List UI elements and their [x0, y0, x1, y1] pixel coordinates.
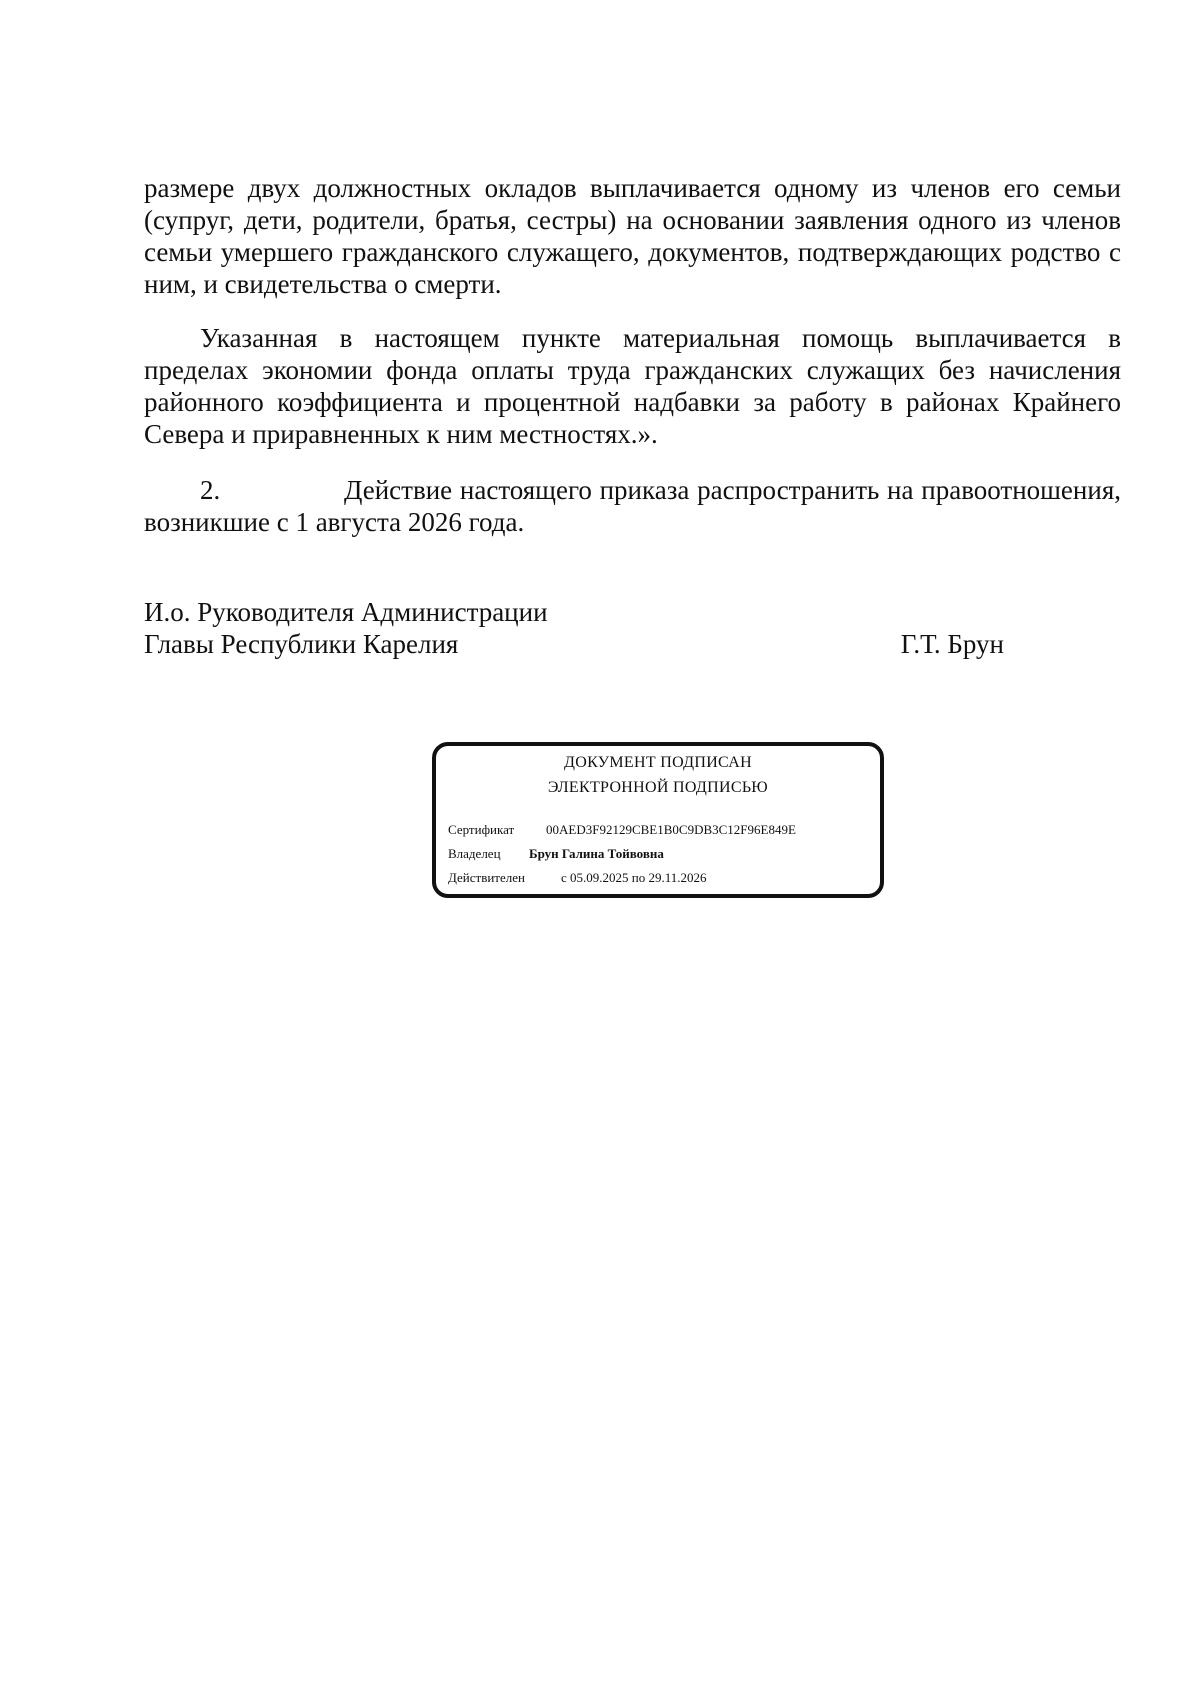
stamp-owner-value: Брун Галина Тойвовна	[529, 846, 664, 861]
stamp-validity-row	[448, 870, 707, 886]
item-2-text: Действие настоящего приказа распространить на правоотношения, возникшие с 1 августа 2026 года.	[144, 475, 1121, 537]
paragraph-2-text: Указанная в настоящем пункте материальная помощь выплачивается в пределах экономии фонда оплаты труда гражданских служащих без начисления районного коэффициента и процентной надбавки за работу в районах Крайнего Севера и приравненных к ним местностях.».	[144, 323, 1121, 449]
stamp-certificate-row	[448, 822, 796, 838]
paragraph-2	[144, 322, 1121, 450]
stamp-owner-row	[448, 846, 664, 862]
stamp-validity-label: Действителен	[448, 870, 525, 885]
stamp-title-line-1: ДОКУМЕНТ ПОДПИСАН	[564, 754, 752, 771]
paragraph-1-text: размере двух должностных окладов выплачивается одному из членов его семьи (супруг, дети, родители, братья, сестры) на основании заявления одного из членов семьи умершего гражданского служащего, документов, подтверждающих родство с ним, и свидетельства о смерти.	[144, 173, 1121, 299]
stamp-certificate-value: 00AED3F92129CBE1B0C9DB3C12F96E849E	[546, 822, 796, 837]
item-2-paragraph	[144, 474, 1121, 538]
stamp-certificate-label: Сертификат	[448, 822, 515, 837]
signatory-position-line-1: И.о. Руководителя Администрации	[144, 597, 548, 627]
stamp-owner-label: Владелец	[448, 846, 501, 861]
signatory-name: Г.Т. Брун	[900, 629, 1004, 659]
paragraph-1	[144, 172, 1121, 300]
stamp-title-line-2: ЭЛЕКТРОННОЙ ПОДПИСЬЮ	[547, 779, 769, 796]
signature-block	[144, 596, 1004, 660]
electronic-signature-stamp	[432, 742, 884, 898]
item-2	[144, 474, 1121, 538]
stamp-validity-value: с 05.09.2025 по 29.11.2026	[561, 870, 707, 885]
item-2-number: 2.	[200, 475, 221, 505]
signatory-position-line-2: Главы Республики Карелия	[144, 629, 459, 659]
